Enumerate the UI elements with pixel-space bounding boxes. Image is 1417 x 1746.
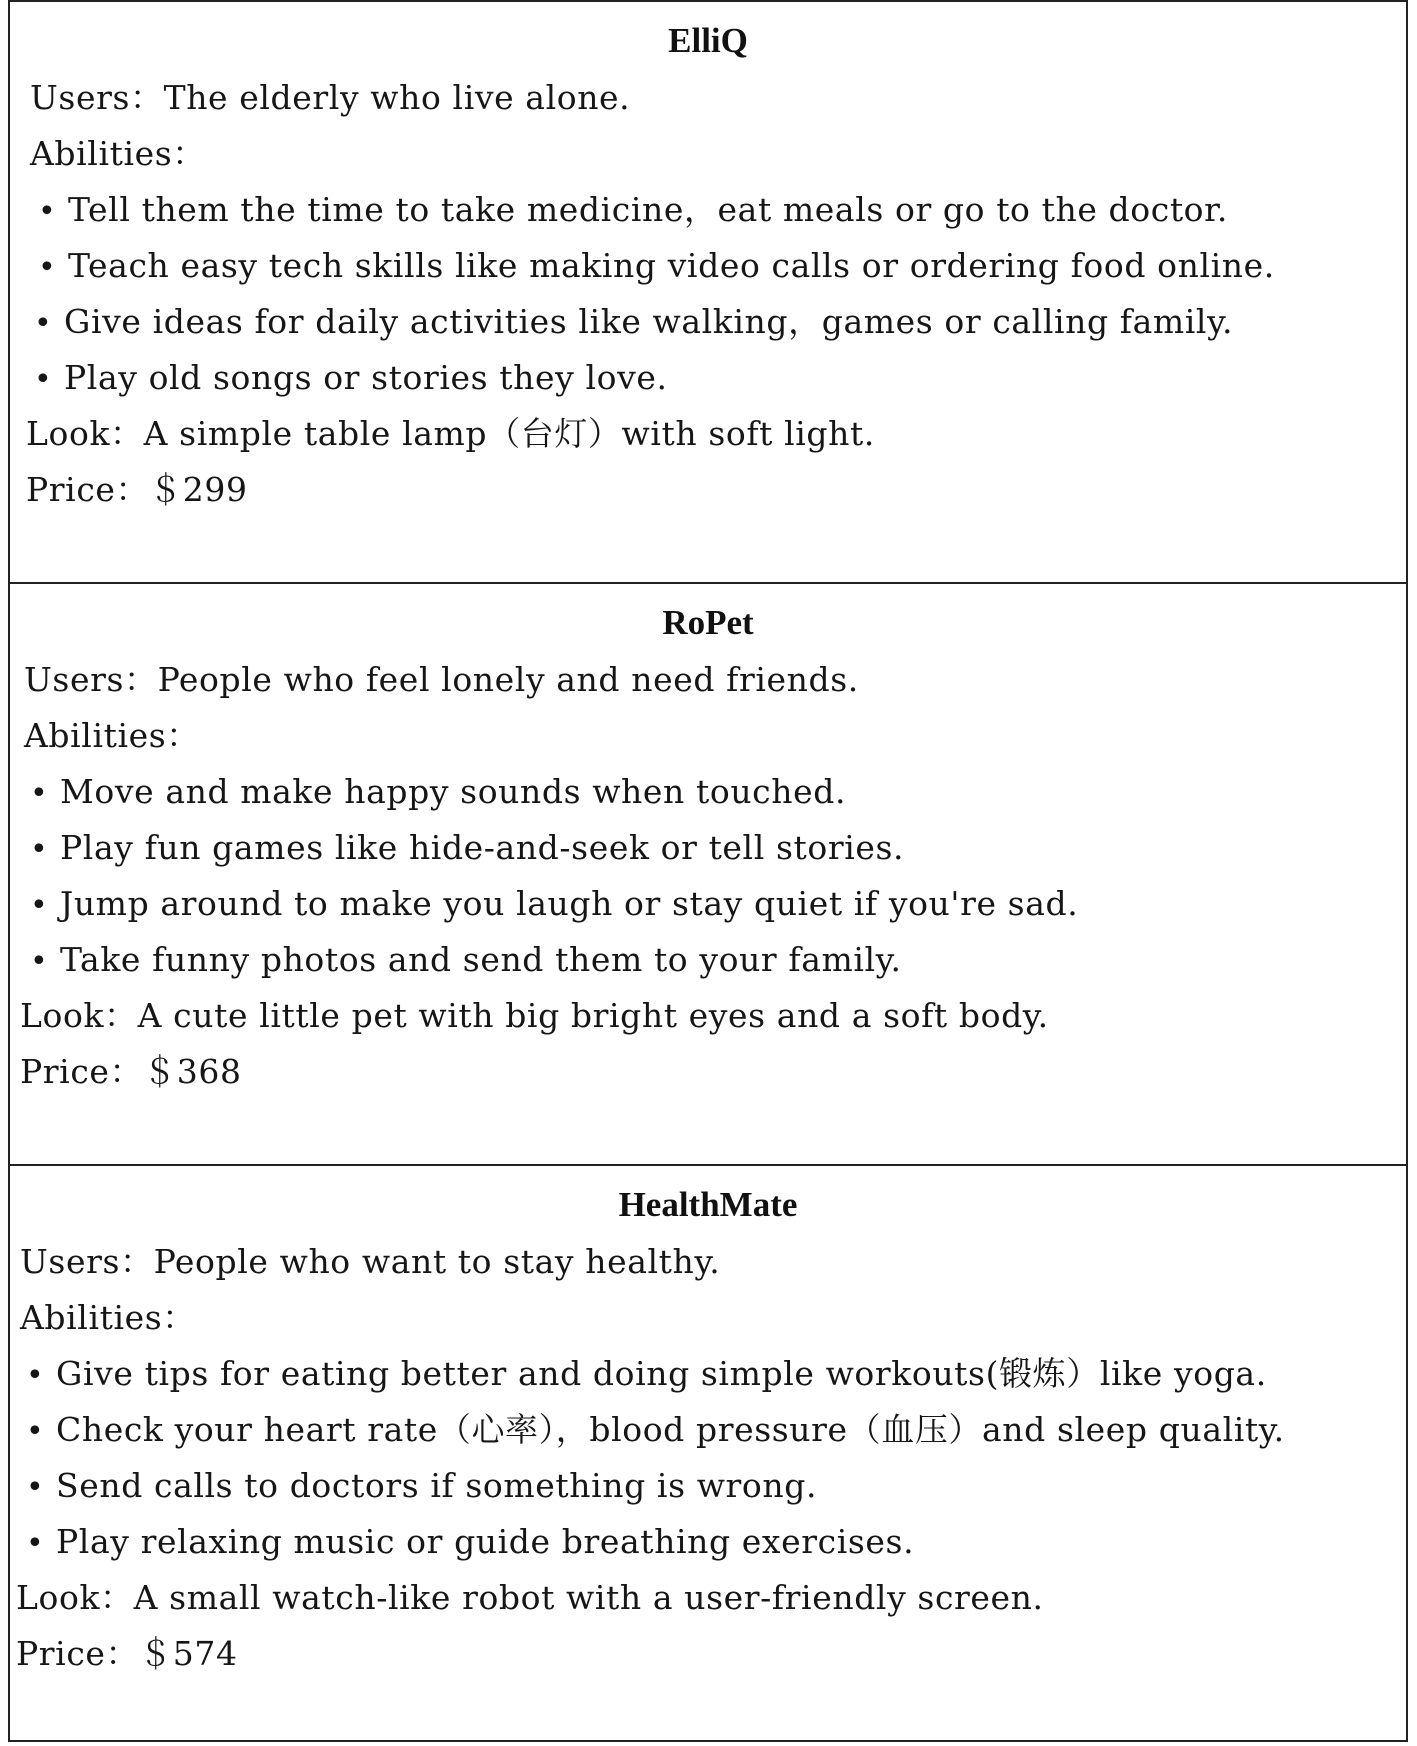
ability-item: • Send calls to doctors if something is wrong. — [26, 1462, 817, 1512]
ability-item: • Tell them the time to take medicine，eat meals or go to the doctor. — [38, 186, 1228, 236]
ability-item: • Take funny photos and send them to your family. — [30, 936, 902, 986]
look-label: Look： — [16, 1578, 134, 1617]
price-line — [26, 466, 248, 514]
look-text: A simple table lamp（台灯）with soft light. — [143, 414, 875, 453]
ability-item: • Play relaxing music or guide breathing exercises. — [26, 1518, 914, 1568]
price-label: Price： — [26, 470, 150, 509]
bullet-icon: • — [30, 888, 49, 923]
price-value: ＄574 — [139, 1634, 238, 1673]
users-text: People who feel lonely and need friends. — [157, 660, 859, 699]
price-line — [20, 1048, 242, 1096]
bullet-icon: • — [26, 1358, 45, 1393]
ability-item: • Play fun games like hide-and-seek or tell stories. — [30, 824, 904, 874]
abilities-label: Abilities： — [20, 1298, 196, 1337]
ability-item: • Give tips for eating better and doing simple workouts(锻炼）like yoga. — [26, 1350, 1267, 1400]
bullet-icon: • — [30, 944, 49, 979]
look-label: Look： — [26, 414, 144, 453]
ability-item: • Check your heart rate（心率），blood pressure（血压）and sleep quality. — [26, 1406, 1285, 1456]
users-line — [24, 656, 859, 704]
bullet-icon: • — [34, 306, 53, 341]
bullet-icon: • — [26, 1414, 45, 1449]
price-value: ＄299 — [149, 470, 248, 509]
ability-item: • Move and make happy sounds when touched. — [30, 768, 846, 818]
look-line — [26, 410, 875, 458]
users-line — [30, 74, 630, 122]
look-label: Look： — [20, 996, 138, 1035]
look-text: A small watch-like robot with a user-friendly screen. — [133, 1578, 1044, 1617]
look-line — [20, 992, 1049, 1040]
users-text: The elderly who live alone. — [163, 78, 631, 117]
users-label: Users： — [20, 1242, 154, 1281]
look-line — [16, 1574, 1044, 1622]
bullet-icon: • — [26, 1470, 45, 1505]
product-title: RoPet — [662, 603, 754, 642]
look-text: A cute little pet with big bright eyes and a soft body. — [137, 996, 1049, 1035]
product-section-ropet — [10, 582, 1406, 1164]
price-label: Price： — [20, 1052, 144, 1091]
bullet-icon: • — [30, 832, 49, 867]
bullet-icon: • — [26, 1526, 45, 1561]
ability-item: • Jump around to make you laugh or stay quiet if you're sad. — [30, 880, 1078, 930]
price-line — [16, 1630, 238, 1678]
bullet-icon: • — [38, 250, 57, 285]
product-section-healthmate — [10, 1164, 1406, 1742]
users-line — [20, 1238, 720, 1286]
price-label: Price： — [16, 1634, 140, 1673]
ability-item: • Give ideas for daily activities like walking，games or calling family. — [34, 298, 1233, 348]
product-title: ElliQ — [668, 21, 748, 60]
abilities-label: Abilities： — [30, 134, 206, 173]
price-value: ＄368 — [143, 1052, 242, 1091]
product-section-elliq — [10, 2, 1406, 582]
abilities-label: Abilities： — [24, 716, 200, 755]
ability-item: • Teach easy tech skills like making video calls or ordering food online. — [38, 242, 1275, 292]
users-label: Users： — [30, 78, 164, 117]
product-title: HealthMate — [618, 1185, 798, 1224]
bullet-icon: • — [34, 362, 53, 397]
users-text: People who want to stay healthy. — [153, 1242, 721, 1281]
users-label: Users： — [24, 660, 158, 699]
bullet-icon: • — [38, 194, 57, 229]
ability-item: • Play old songs or stories they love. — [34, 354, 668, 404]
product-table — [8, 0, 1408, 1742]
bullet-icon: • — [30, 776, 49, 811]
